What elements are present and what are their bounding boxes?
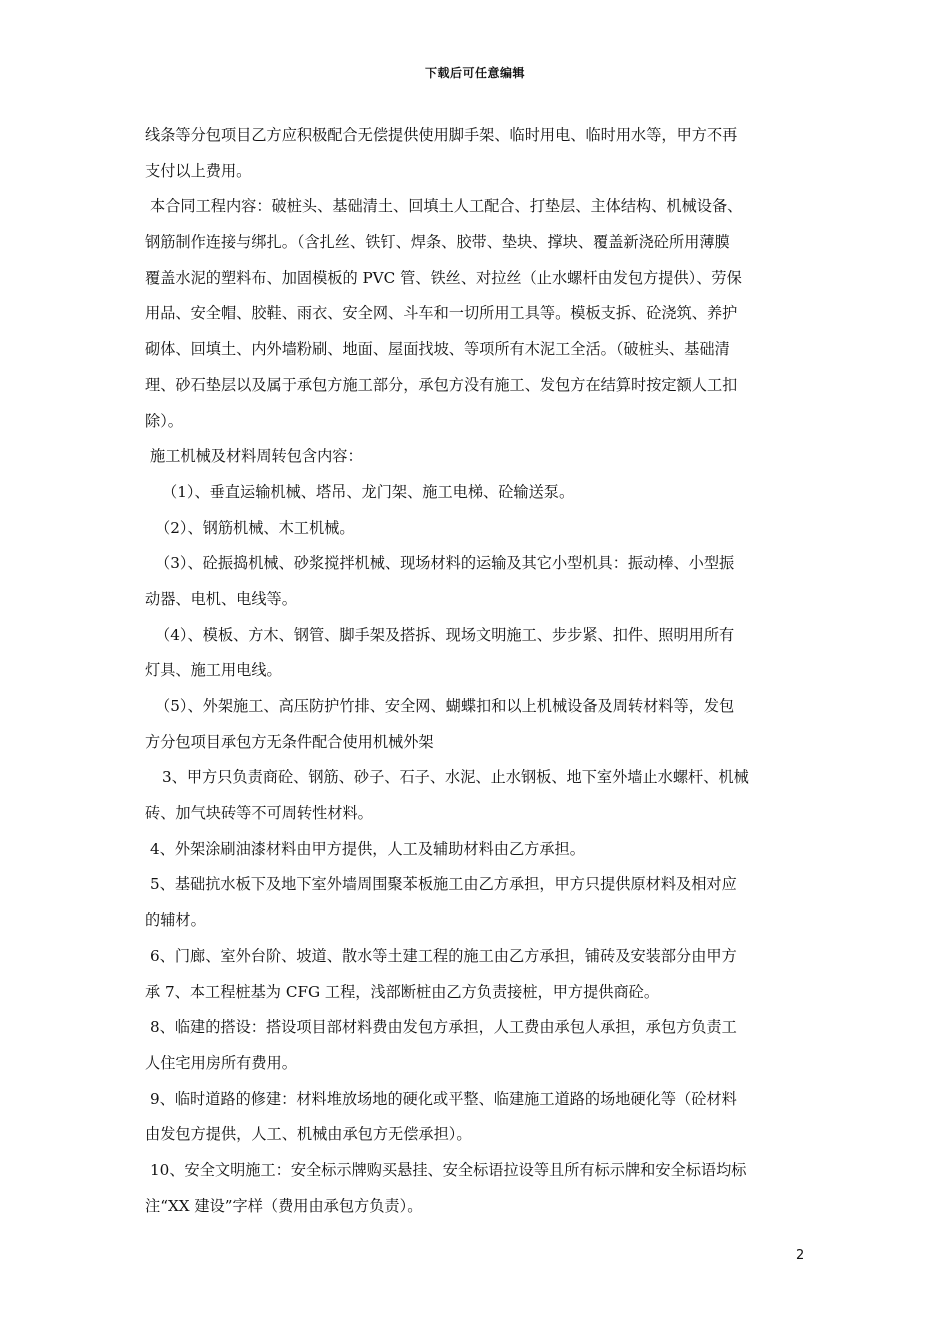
text-line: 支付以上费用。 (145, 161, 252, 180)
text-line: 砌体、回填土、内外墙粉刷、地面、屋面找坡、等项所有木泥工全活。（破桩头、基础清 (145, 340, 730, 359)
clause-4: 4、外架涂刷油漆材料由甲方提供，人工及辅助材料由乙方承担。 (150, 839, 585, 858)
text-line: 灯具、施工用电线。 (145, 661, 282, 680)
text-line: 的辅材。 (145, 911, 206, 930)
clause-5: 5、基础抗水板下及地下室外墙周围聚苯板施工由乙方承担，甲方只提供原材料及相对应 (150, 875, 737, 894)
text-line: 人住宅用房所有费用。 (145, 1053, 297, 1072)
clause-10: 10、安全文明施工：安全标示牌购买悬挂、安全标语拉设等且所有标示牌和安全标语均标 (150, 1160, 747, 1179)
clause-6: 6、门廊、室外台阶、坡道、散水等土建工程的施工由乙方承担，铺砖及安装部分由甲方 (150, 946, 737, 965)
text-line: 用品、安全帽、胶鞋、雨衣、安全网、斗车和一切所用工具等。模板支拆、砼浇筑、养护 (145, 304, 738, 323)
text-line: 动器、电机、电线等。 (145, 589, 297, 608)
list-item-4: （4）、模板、方木、钢管、脚手架及搭拆、现场文明施工、步步紧、扣件、照明用所有 (155, 625, 735, 644)
page-header: 下载后可任意编辑 (424, 66, 525, 80)
page-number: 2 (796, 1248, 805, 1263)
document-body (145, 118, 813, 1224)
list-item-5: （5）、外架施工、高压防护竹排、安全网、蝴蝶扣和以上机械设备及周转材料等，发包 (155, 697, 735, 715)
clause-9: 9、临时道路的修建：材料堆放场地的硬化或平整、临建施工道路的场地硬化等（砼材料 (150, 1089, 737, 1108)
text-line: 方分包项目承包方无条件配合使用机械外架 (145, 732, 434, 751)
text-line: 由发包方提供，人工、机械由承包方无偿承担）。 (145, 1125, 472, 1144)
list-item-1: （1）、垂直运输机械、塔吊、龙门架、施工电梯、砼输送泵。 (162, 482, 575, 501)
text-line: 除）。 (145, 411, 183, 430)
text-line: 覆盖水泥的塑料布、加固模板的 PVC 管、铁丝、对拉丝（止水螺杆由发包方提供）、劳保 (145, 268, 742, 287)
paragraph-contract-scope: 本合同工程内容：破桩头、基础清土、回填土人工配合、打垫层、主体结构、机械设备、 (150, 197, 743, 216)
clause-7: 承 7、本工程桩基为 CFG 工程，浅部断桩由乙方负责接桩，甲方提供商砼。 (145, 982, 660, 1001)
text-line: 理、砂石垫层以及属于承包方施工部分，承包方没有施工、发包方在结算时按定额人工扣 (145, 375, 738, 394)
clause-8: 8、临建的搭设：搭设项目部材料费由发包方承担，人工费由承包人承担，承包方负责工 (150, 1018, 737, 1037)
text-line: 线条等分包项目乙方应积极配合无偿提供使用脚手架、临时用电、临时用水等，甲方不再 (145, 126, 738, 144)
text-line: 砖、加气块砖等不可周转性材料。 (145, 804, 373, 823)
list-item-2: （2）、钢筋机械、木工机械。 (155, 518, 355, 537)
text-line: 钢筋制作连接与绑扎。（含扎丝、铁钉、焊条、胶带、垫块、撑块、覆盖新浇砼所用薄膜 (145, 233, 730, 252)
list-item-3: （3）、砼振捣机械、砂浆搅拌机械、现场材料的运输及其它小型机具：振动棒、小型振 (155, 554, 735, 573)
section-heading-machinery: 施工机械及材料周转包含内容： (150, 447, 363, 466)
text-line: 注“XX 建设”字样（费用由承包方负责）。 (145, 1196, 423, 1215)
clause-3: 3、甲方只负责商砼、钢筋、砂子、石子、水泥、止水钢板、地下室外墙止水螺杆、机械 (162, 768, 749, 787)
